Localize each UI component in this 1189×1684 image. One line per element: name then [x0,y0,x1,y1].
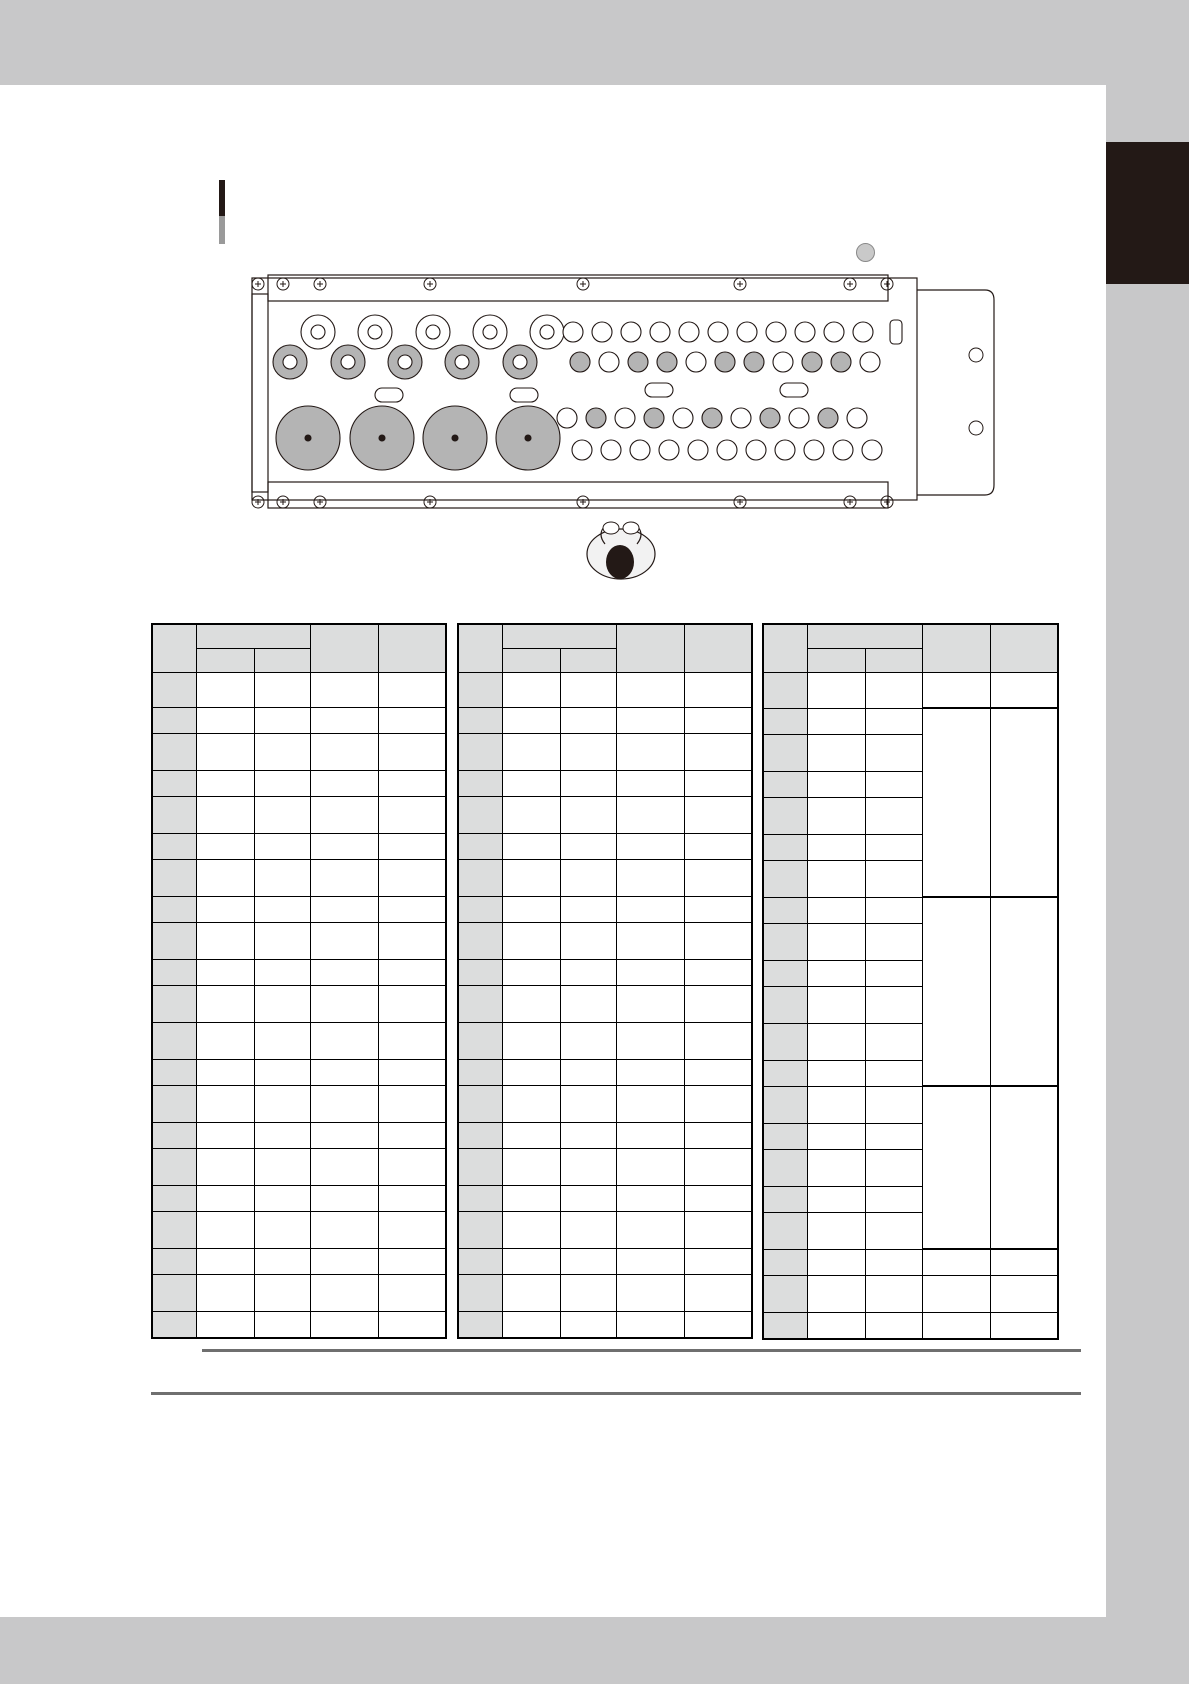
small-connector [615,408,635,428]
table-row [152,897,446,923]
small-connector [557,408,577,428]
table-row [763,1086,1058,1123]
table-row [458,860,752,897]
small-connector [592,322,612,342]
table-row [458,734,752,771]
small-connector [644,408,664,428]
small-connector [737,322,757,342]
small-connector [630,440,650,460]
table-row [152,708,446,734]
mount-hole [969,348,983,362]
table-row [152,1186,446,1212]
small-connector [860,352,880,372]
table-row [152,771,446,797]
small-connector [766,322,786,342]
table-row [763,708,1058,734]
mount-hole [969,421,983,435]
connector-panel-diagram [250,270,1000,515]
table-row [152,1212,446,1249]
small-connector [679,322,699,342]
table-row [458,1275,752,1312]
small-connector [746,440,766,460]
table-row [458,673,752,708]
pin-table-right [762,623,1059,1340]
table-row [763,1313,1058,1340]
table-row [763,1249,1058,1276]
small-connector [572,440,592,460]
slide-switch [645,383,673,397]
table-row [152,860,446,897]
small-connector [853,322,873,342]
operator-icon [583,518,659,582]
bottom-margin-band [0,1617,1189,1684]
indicator-dot [856,243,875,262]
small-connector [659,440,679,460]
table-row [152,1149,446,1186]
small-connector [789,408,809,428]
table-row [458,1086,752,1123]
small-connector [795,322,815,342]
table-row [152,1023,446,1060]
chapter-tab [1106,142,1189,284]
table-header [152,624,446,649]
table-row [458,708,752,734]
table-row [763,897,1058,923]
table-row [152,986,446,1023]
table-row [458,1249,752,1275]
small-connector [802,352,822,372]
small-connector [818,408,838,428]
table-row [458,1023,752,1060]
small-connector [601,440,621,460]
small-connector [599,352,619,372]
table-row [152,734,446,771]
table-row [152,1060,446,1086]
table-row [458,1060,752,1086]
table-row [458,1186,752,1212]
table-row [152,923,446,960]
small-connector [731,408,751,428]
table-row [458,834,752,860]
small-connector [586,408,606,428]
table-header [458,624,752,649]
pin-table-middle [457,623,753,1339]
connector-cap [890,320,902,344]
table-row [763,673,1058,709]
table-row [458,960,752,986]
table-row [458,897,752,923]
table-row [152,673,446,708]
heading-marker [219,180,225,244]
table-row [152,960,446,986]
small-connector [775,440,795,460]
small-connector [744,352,764,372]
bottom-rule [151,1392,1081,1395]
small-connector [702,408,722,428]
table-row [152,1275,446,1312]
table-row [458,1212,752,1249]
slide-switch [780,383,808,397]
footnote-rule [202,1349,1081,1352]
table-row [152,1123,446,1149]
small-connector [831,352,851,372]
table-row [458,771,752,797]
table-row [458,923,752,960]
small-connector [688,440,708,460]
small-connector [862,440,882,460]
small-connector [824,322,844,342]
slide-switch [510,388,538,402]
small-connector [650,322,670,342]
table-row [152,1086,446,1123]
small-connector [804,440,824,460]
slide-switch [375,388,403,402]
small-connector [570,352,590,372]
table-row [152,797,446,834]
small-connector [760,408,780,428]
small-connector [673,408,693,428]
table-row [763,1276,1058,1313]
table-row [458,1149,752,1186]
pin-table-left [151,623,447,1339]
table-row [152,1249,446,1275]
small-connector [657,352,677,372]
small-connector [833,440,853,460]
small-connector [773,352,793,372]
table-row [152,1312,446,1339]
small-connector [715,352,735,372]
table-row [458,986,752,1023]
table-row [152,834,446,860]
small-connector [717,440,737,460]
small-connector [847,408,867,428]
table-header [763,624,1058,649]
small-connector [628,352,648,372]
small-connector [563,322,583,342]
table-row [458,1123,752,1149]
small-connector [708,322,728,342]
table-row [458,1312,752,1339]
small-connector [621,322,641,342]
small-connector [686,352,706,372]
table-row [458,797,752,834]
